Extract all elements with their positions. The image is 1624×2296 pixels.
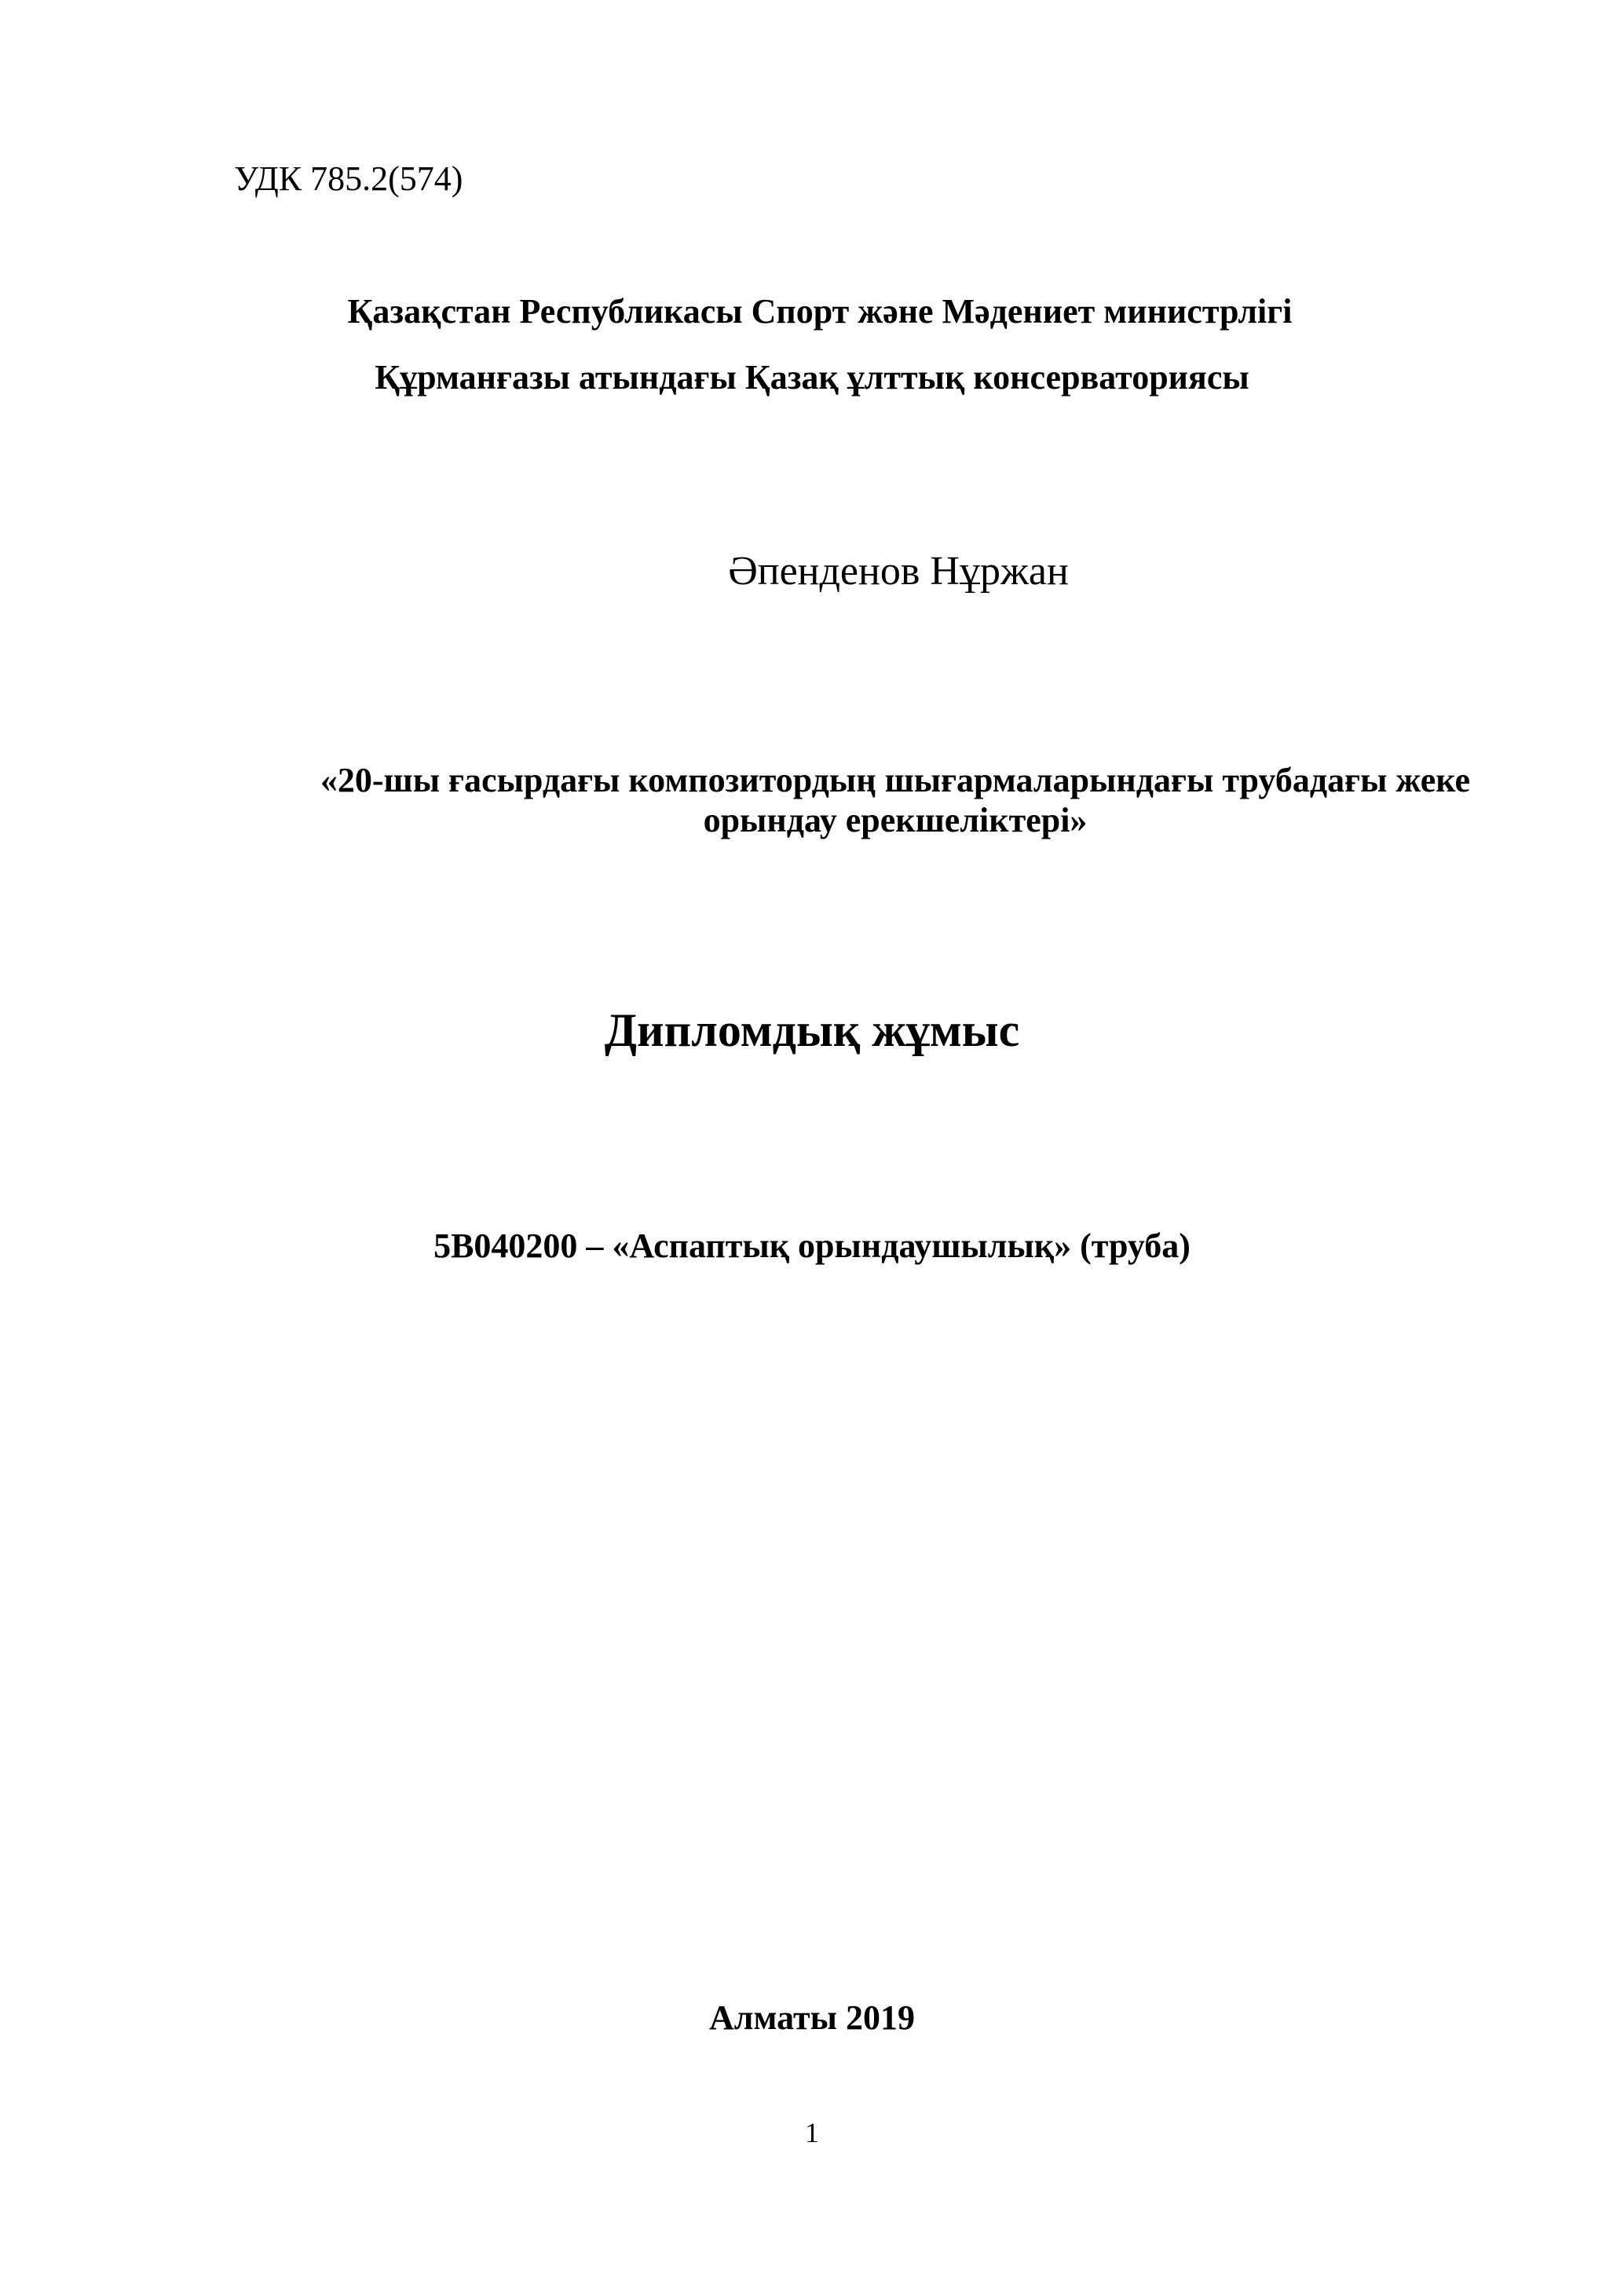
author-name: Әпенденов Нұржан xyxy=(728,549,1069,594)
ministry-heading: Қазақстан Республикасы Спорт және Мәдениет министрлігі xyxy=(347,292,1293,331)
work-type-heading: Дипломдық жұмыс xyxy=(604,1004,1020,1056)
city-year: Алматы 2019 xyxy=(709,1998,915,2037)
udk-code: УДК 785.2(574) xyxy=(234,159,463,198)
thesis-title xyxy=(220,760,1571,841)
specialty-code: 5В040200 – «Аспаптық орындаушылық» (труба) xyxy=(433,1227,1191,1265)
conservatory-heading: Құрманғазы атындағы Қазақ ұлттық консерваториясы xyxy=(375,358,1249,397)
thesis-title-line-2: орындау ерекшеліктері» xyxy=(703,801,1088,840)
page-number: 1 xyxy=(805,2117,819,2148)
thesis-title-line-1: «20-шы ғасырдағы композитордың шығармаларындағы трубадағы жеке xyxy=(320,761,1471,799)
